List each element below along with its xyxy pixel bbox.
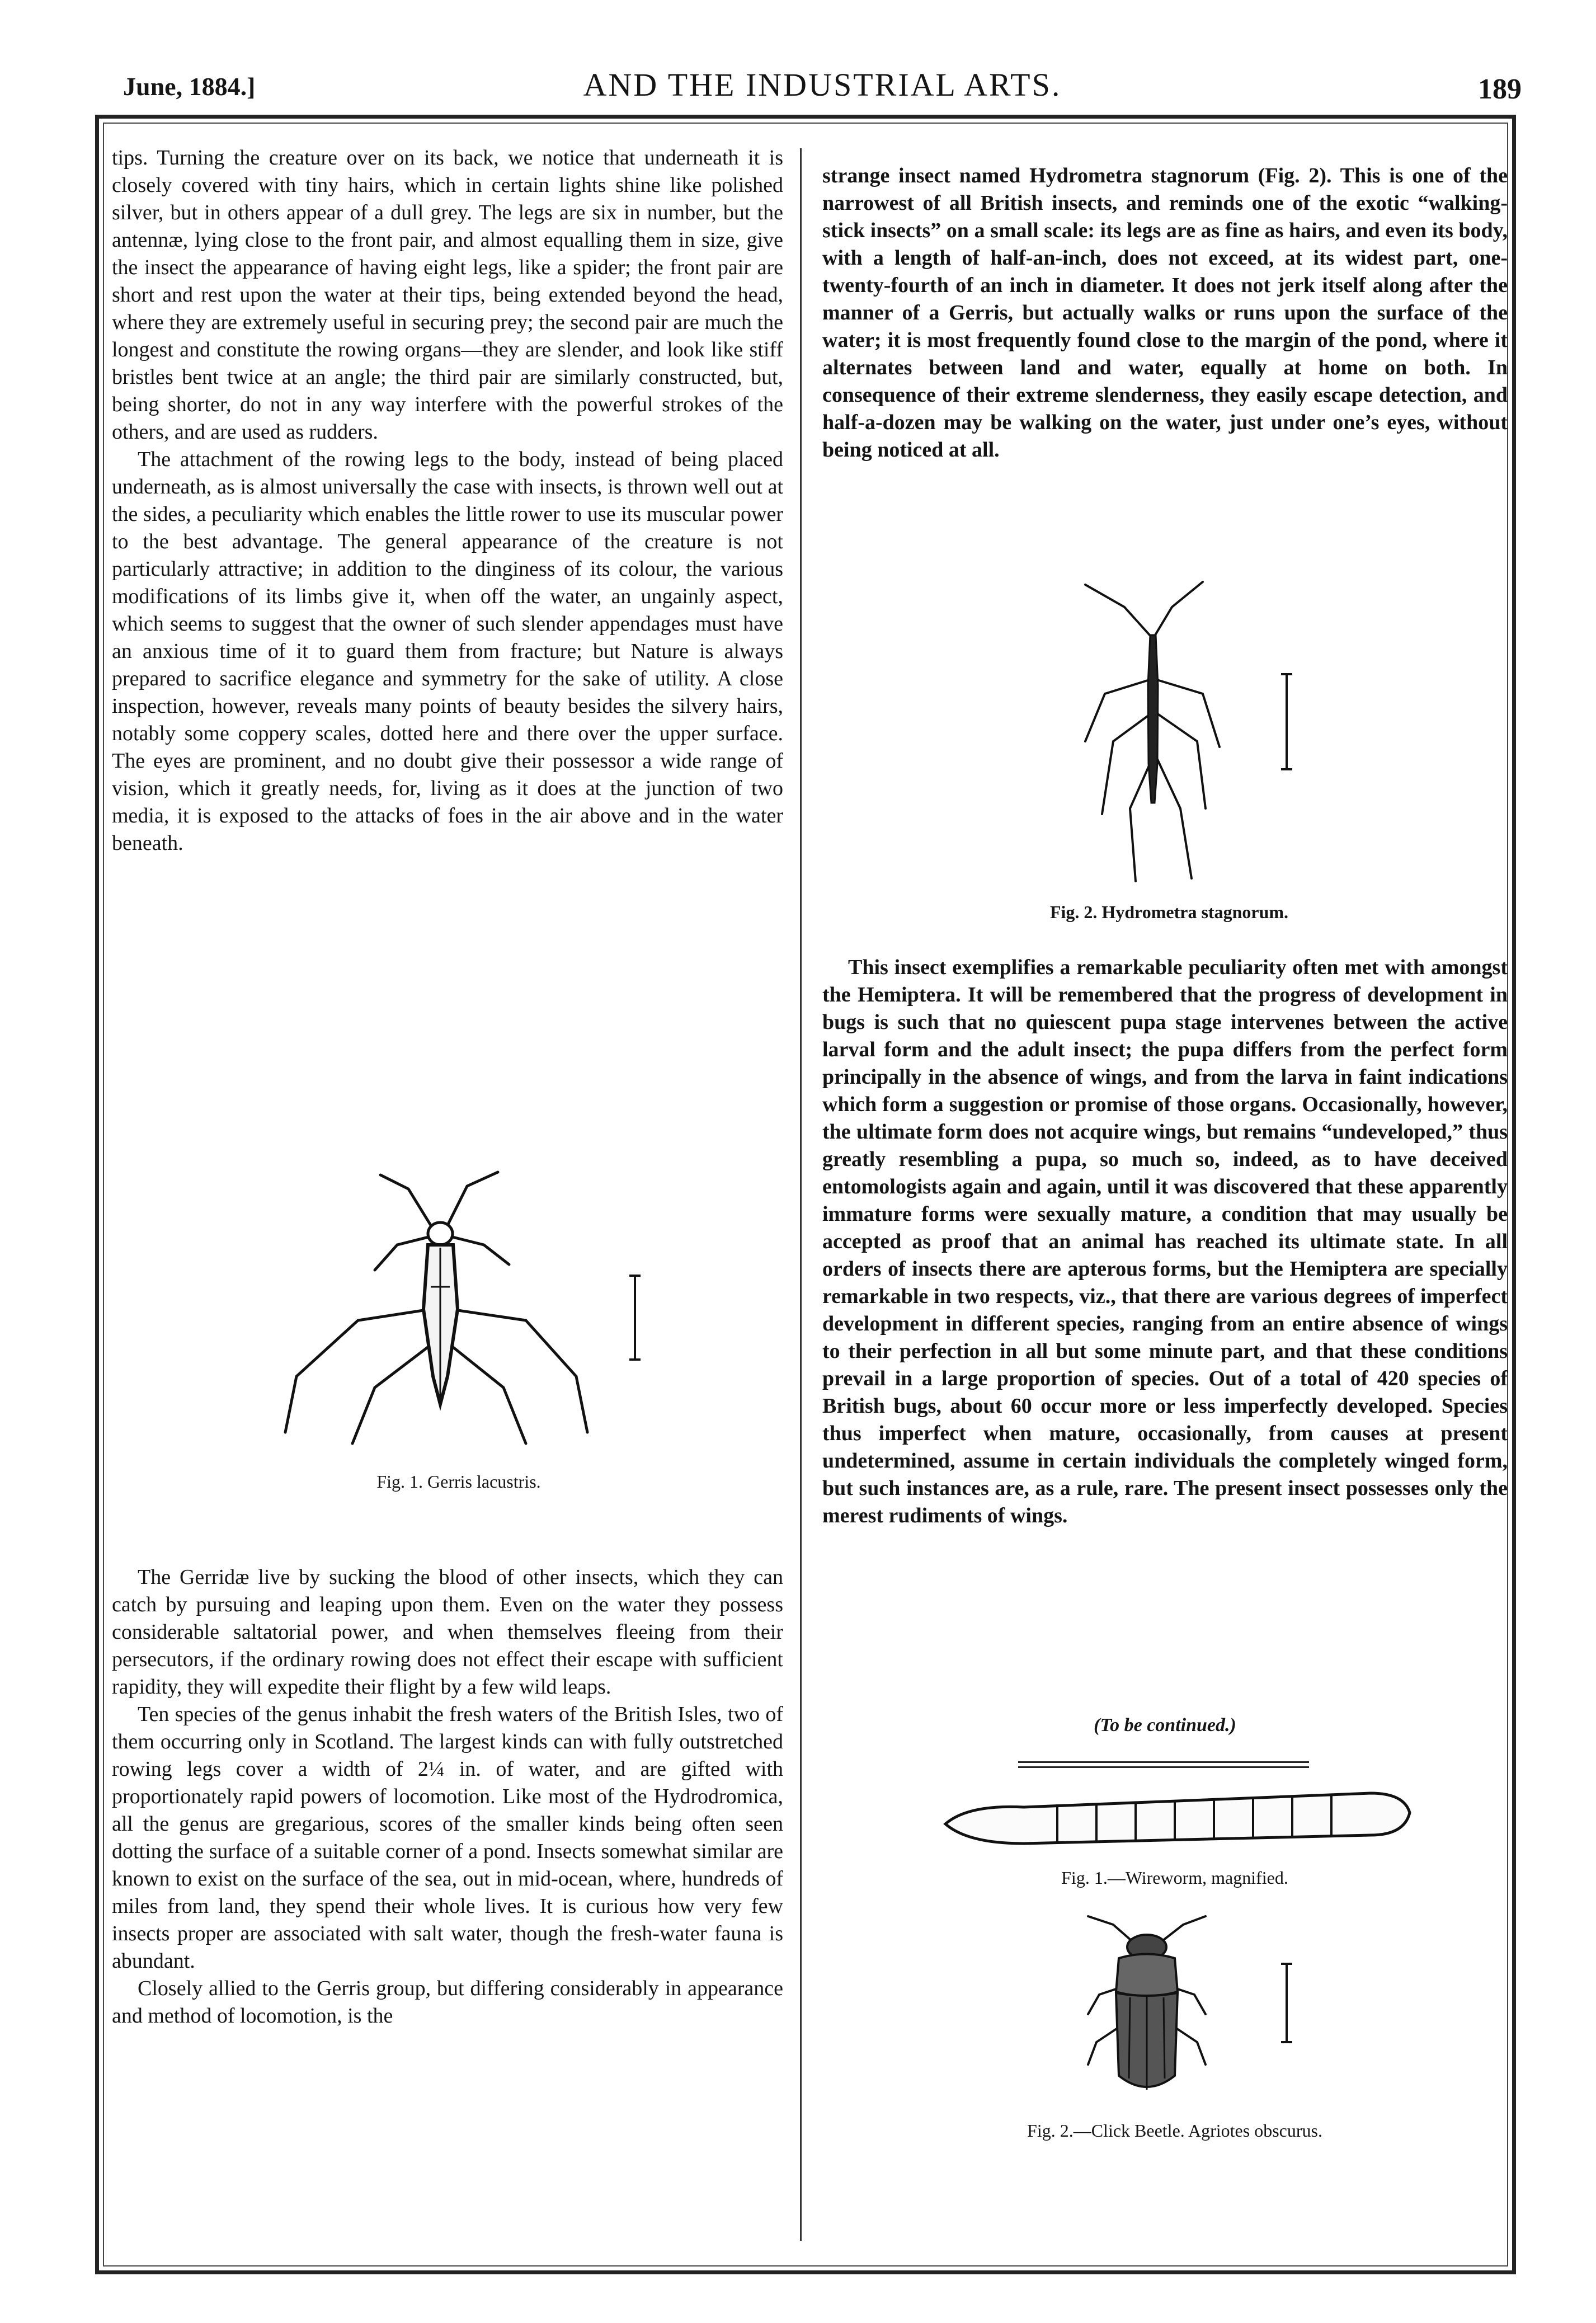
right-column-top-text xyxy=(822,162,1508,464)
paragraph: This insect exemplifies a remarkable peculiarity often met with amongst the Hemiptera. It will be remembered that the progress of development in bugs is such that no quiescent pupa stage intervenes between the active larval form and the adult insect; the pupa differs from the perfect form principally in the absence of wings, and from the larva in faint indications which form a suggestion or promise of those organs. Occasionally, however, the ultimate form does not acquire wings, but remains “undeveloped,” thus greatly resembling a pupa, so much so, indeed, as to have deceived entomologists again and again, until it was discovered that these apparently immature forms were sexually mature, a condition that may usually be accepted as proof that an animal has reached its ultimate state. In all orders of insects there are apterous forms, but the Hemiptera are specially remarkable in two respects, viz., that there are various degrees of imperfect development in different species, ranging from an entire absence of wings to their perfection in all but some minute part, and that these conditions prevail in a large proportion of species. Out of a total of 420 species of British bugs, about 60 occur more or less imperfectly developed. Species thus imperfect when mature, occasionally, from causes at present undetermined, assume in certain individuals the completely winged form, but such instances are, as a rule, rare. The present insect possesses only the merest rudiments of wings. xyxy=(822,956,1508,1527)
section-double-rule xyxy=(1018,1761,1309,1768)
page-number: 189 xyxy=(1478,73,1522,105)
paragraph: Closely allied to the Gerris group, but differing considerably in appearance and method of locomotion, is the xyxy=(112,1977,783,2028)
figure-2-caption: Fig. 2. Hydrometra stagnorum. xyxy=(1049,902,1289,922)
column-divider xyxy=(800,148,802,2241)
to-be-continued-note: (To be continued.) xyxy=(1094,1715,1236,1736)
running-title: AND THE INDUSTRIAL ARTS. xyxy=(583,67,1062,103)
click-beetle-caption: Fig. 2.—Click Beetle. Agriotes obscurus. xyxy=(1027,2120,1322,2141)
paragraph: tips. Turning the creature over on its back, we notice that underneath it is closely covered with tiny hairs, which in certain lights shine like polished silver, but in others appear of a dull grey. The legs are six in number, but the antennæ, lying close to the front pair, and almost equalling them in size, give the insect the appearance of having eight legs, like a spider; the front pair are short and rest upon the water at their tips, being extended beyond the head, where they are extremely useful in securing prey; the second pair are much the longest and constitute the rowing organs—they are slender, and look like stiff bristles bent twice at an angle; the third pair are similarly constructed, but, being shorter, do not in any way interfere with the powerful strokes of the others, and are used as rudders. xyxy=(112,146,783,444)
issue-date: June, 1884.] xyxy=(123,72,256,101)
gerris-illustration xyxy=(263,1141,655,1455)
right-column-middle-text xyxy=(822,954,1508,1530)
click-beetle-illustration xyxy=(1063,1902,1309,2104)
wireworm-caption: Fig. 1.—Wireworm, magnified. xyxy=(1061,1868,1288,1888)
paragraph: The Gerridæ live by sucking the blood of other insects, which they can catch by pursuing and leaping upon them. Even on the water they possess considerable saltatorial power, and when themselves fleeing from their persecutors, if the ordinary rowing does not effect their escape with sufficient rapidity, they will expedite their flight by a few wild leaps. xyxy=(112,1565,783,1699)
wireworm-illustration xyxy=(934,1782,1415,1860)
left-column-bottom-text xyxy=(112,1564,783,2030)
paragraph: Ten species of the genus inhabit the fresh waters of the British Isles, two of them occurring only in Scotland. The largest kinds can with fully outstretched rowing legs cover a width of 2¼ in. of water, and are gifted with proportionately rapid powers of locomotion. Like most of the Hydrodromica, all the genus are gregarious, scores of the smaller kinds being often seen dotting the surface of a suitable corner of a pond. Insects somewhat similar are known to exist on the surface of the sea, out in mid-ocean, where, hundreds of miles from land, they spend their whole lives. It is curious how very few insects proper are associated with salt water, though the fresh-water fauna is abundant. xyxy=(112,1703,783,1973)
paragraph: The attachment of the rowing legs to the body, instead of being placed underneath, as is almost universally the case with insects, is thrown well out at the sides, a peculiarity which enables the little rower to use its muscular power to the best advantage. The general appearance of the creature is not particularly attractive; in addition to the dinginess of its colour, the various modifications of its limbs give it, when off the water, an ungainly aspect, which seems to suggest that the owner of such slender appendages must have an anxious time of it to guard them from fracture; but Nature is always prepared to sacrifice elegance and symmetry for the sake of utility. A close inspection, however, reveals many points of beauty besides the silvery hairs, notably some coppery scales, dotted here and there over the upper surface. The eyes are prominent, and no doubt give their possessor a wide range of vision, which it greatly needs, for, living as it does at the junction of two media, it is exposed to the attacks of foes in the air above and in the water beneath. xyxy=(112,448,783,855)
figure-1-caption: Fig. 1. Gerris lacustris. xyxy=(376,1471,541,1492)
hydrometra-illustration xyxy=(1052,573,1309,887)
page-header xyxy=(123,66,1522,116)
paragraph: strange insect named Hydrometra stagnorum (Fig. 2). This is one of the narrowest of all British insects, and reminds one of the exotic “walking-stick insects” on a small scale: its legs are as fine as hairs, and even its body, with a length of half-an-inch, does not exceed, at its widest part, one-twenty-fourth of an inch in diameter. It does not jerk itself along after the manner of a Gerris, but actually walks or runs upon the surface of the water; it is most frequently found close to the margin of the pond, where it alternates between land and water, equally at home on both. In consequence of their extreme slenderness, they easily escape detection, and half-a-dozen may be walking on the water, just under one’s eyes, without being noticed at all. xyxy=(822,164,1508,462)
left-column-top-text xyxy=(112,144,783,857)
